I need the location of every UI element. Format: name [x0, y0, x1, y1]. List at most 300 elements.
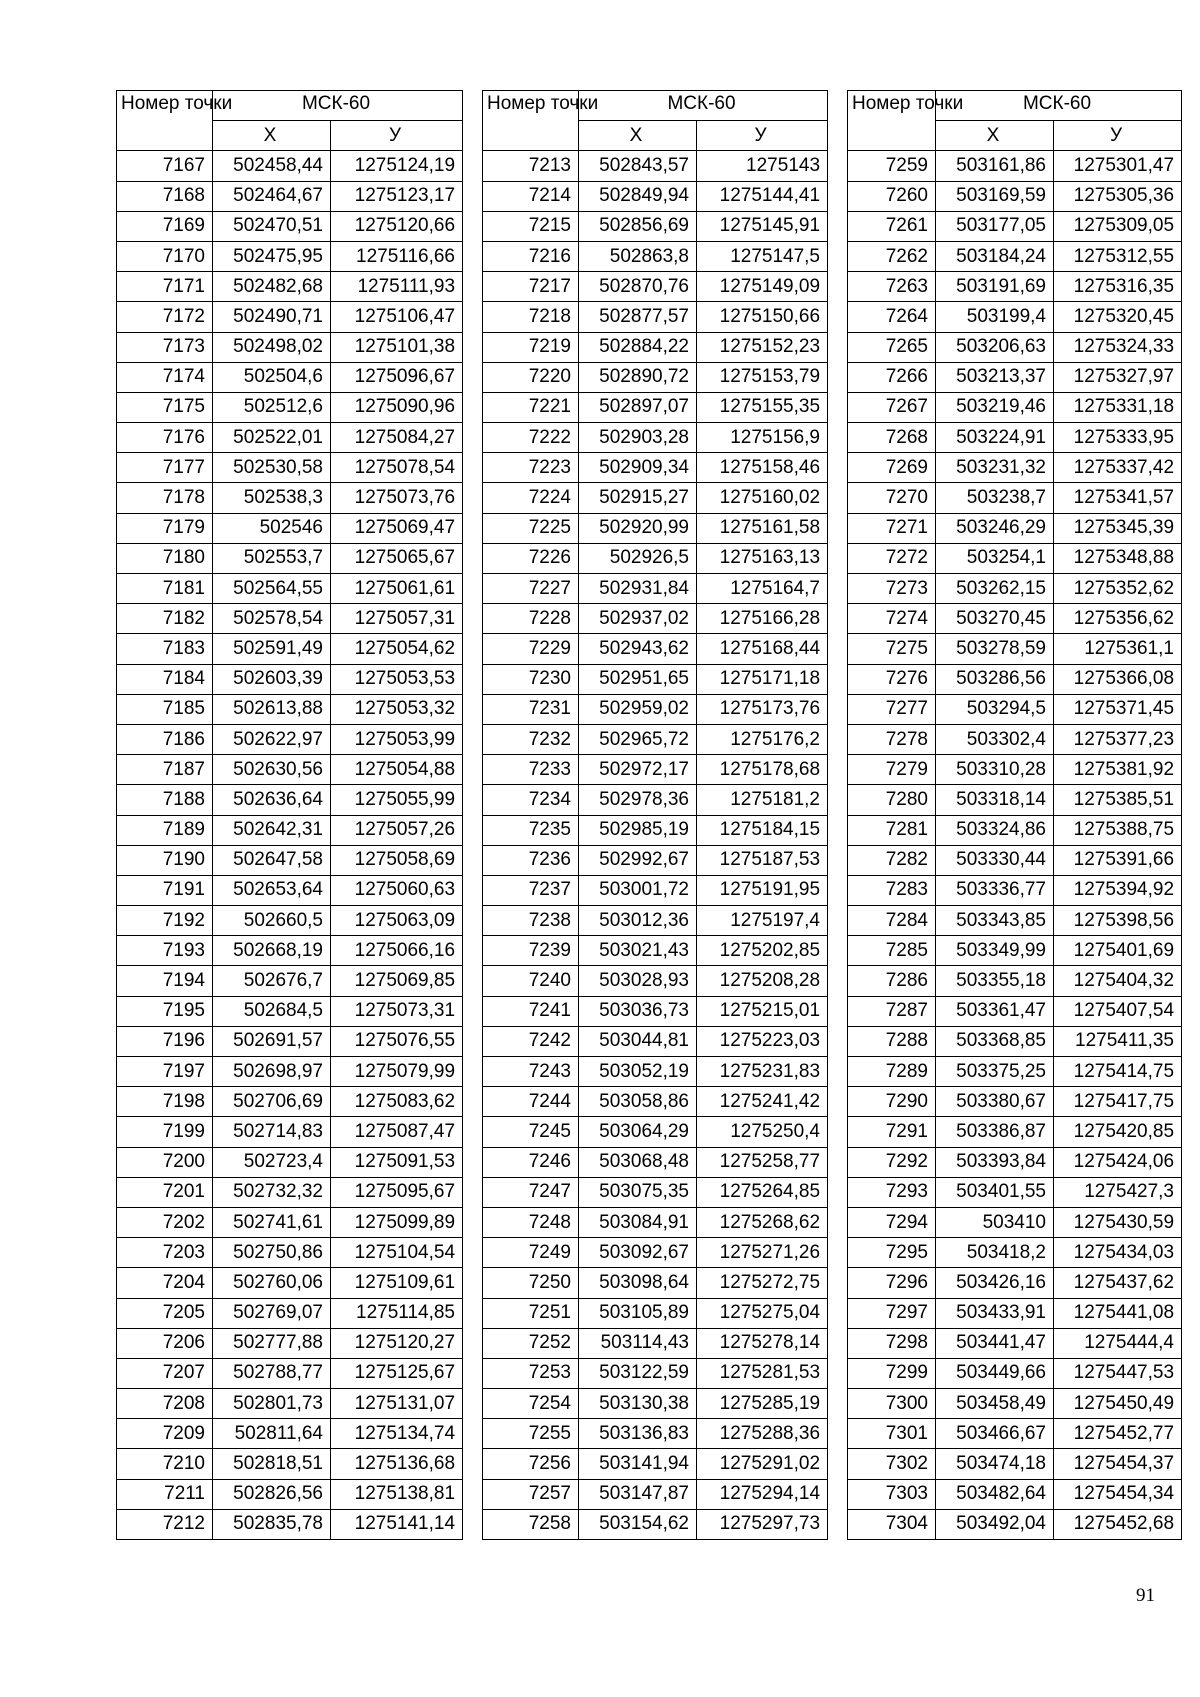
point-number-cell: 7296: [848, 1268, 936, 1298]
x-coordinate-cell: 502826,56: [213, 1479, 331, 1509]
point-number-cell: 7174: [117, 362, 213, 392]
y-coordinate-cell: 1275309,05: [1054, 211, 1182, 241]
table-row: [483, 724, 828, 754]
x-coordinate-cell: 502909,34: [579, 453, 697, 483]
table-row: [483, 211, 828, 241]
x-coordinate-cell: 502750,86: [213, 1238, 331, 1268]
table-row: [848, 453, 1182, 483]
header-x: Х: [213, 121, 331, 151]
y-coordinate-cell: 1275407,54: [1054, 996, 1182, 1026]
y-coordinate-cell: 1275333,95: [1054, 423, 1182, 453]
x-coordinate-cell: 502530,58: [213, 453, 331, 483]
point-number-cell: 7233: [483, 755, 579, 785]
y-coordinate-cell: 1275109,61: [331, 1268, 463, 1298]
y-coordinate-cell: 1275101,38: [331, 332, 463, 362]
y-coordinate-cell: 1275272,75: [697, 1268, 828, 1298]
point-number-cell: 7219: [483, 332, 579, 362]
y-coordinate-cell: 1275285,19: [697, 1389, 828, 1419]
table-row: [483, 966, 828, 996]
x-coordinate-cell: 502777,88: [213, 1328, 331, 1358]
x-coordinate-cell: 502546: [213, 513, 331, 543]
y-coordinate-cell: 1275163,13: [697, 543, 828, 573]
table-row: [848, 423, 1182, 453]
point-number-cell: 7196: [117, 1026, 213, 1056]
y-coordinate-cell: 1275377,23: [1054, 724, 1182, 754]
point-number-cell: 7269: [848, 453, 936, 483]
y-coordinate-cell: 1275160,02: [697, 483, 828, 513]
table-row: [483, 543, 828, 573]
y-coordinate-cell: 1275208,28: [697, 966, 828, 996]
table-row: [483, 1207, 828, 1237]
y-coordinate-cell: 1275417,75: [1054, 1087, 1182, 1117]
table-row: [117, 694, 463, 724]
point-number-cell: 7194: [117, 966, 213, 996]
table-row: [848, 785, 1182, 815]
table-row: [483, 906, 828, 936]
point-number-cell: 7191: [117, 875, 213, 905]
y-coordinate-cell: 1275116,66: [331, 241, 463, 271]
y-coordinate-cell: 1275069,85: [331, 966, 463, 996]
table-row: [117, 1057, 463, 1087]
table-row: [848, 1389, 1182, 1419]
table-row: [117, 1238, 463, 1268]
x-coordinate-cell: 502653,64: [213, 875, 331, 905]
table-row: [483, 604, 828, 634]
point-number-cell: 7223: [483, 453, 579, 483]
y-coordinate-cell: 1275430,59: [1054, 1207, 1182, 1237]
table-row: [848, 1419, 1182, 1449]
x-coordinate-cell: 503302,4: [936, 724, 1054, 754]
point-number-cell: 7202: [117, 1207, 213, 1237]
point-number-cell: 7184: [117, 664, 213, 694]
x-coordinate-cell: 502470,51: [213, 211, 331, 241]
x-coordinate-cell: 502951,65: [579, 664, 697, 694]
y-coordinate-cell: 1275057,31: [331, 604, 463, 634]
y-coordinate-cell: 1275149,09: [697, 272, 828, 302]
x-coordinate-cell: 502741,61: [213, 1207, 331, 1237]
x-coordinate-cell: 503324,86: [936, 815, 1054, 845]
y-coordinate-cell: 1275136,68: [331, 1449, 463, 1479]
x-coordinate-cell: 503044,81: [579, 1026, 697, 1056]
point-number-cell: 7222: [483, 423, 579, 453]
table-row: [848, 181, 1182, 211]
point-number-cell: 7247: [483, 1177, 579, 1207]
point-number-cell: 7266: [848, 362, 936, 392]
table-row: [483, 1509, 828, 1539]
x-coordinate-cell: 503075,35: [579, 1177, 697, 1207]
point-number-cell: 7209: [117, 1419, 213, 1449]
point-number-cell: 7260: [848, 181, 936, 211]
x-coordinate-cell: 503380,67: [936, 1087, 1054, 1117]
point-number-cell: 7287: [848, 996, 936, 1026]
header-y: У: [697, 121, 828, 151]
x-coordinate-cell: 503177,05: [936, 211, 1054, 241]
table-row: [848, 1268, 1182, 1298]
y-coordinate-cell: 1275053,99: [331, 724, 463, 754]
y-coordinate-cell: 1275164,7: [697, 574, 828, 604]
point-number-cell: 7237: [483, 875, 579, 905]
y-coordinate-cell: 1275327,97: [1054, 362, 1182, 392]
y-coordinate-cell: 1275153,79: [697, 362, 828, 392]
point-number-cell: 7227: [483, 574, 579, 604]
point-number-cell: 7302: [848, 1449, 936, 1479]
point-number-cell: 7168: [117, 181, 213, 211]
point-number-cell: 7167: [117, 151, 213, 181]
table-row: [848, 574, 1182, 604]
point-number-cell: 7279: [848, 755, 936, 785]
point-number-cell: 7249: [483, 1238, 579, 1268]
y-coordinate-cell: 1275061,61: [331, 574, 463, 604]
x-coordinate-cell: 502676,7: [213, 966, 331, 996]
x-coordinate-cell: 503336,77: [936, 875, 1054, 905]
point-number-cell: 7273: [848, 574, 936, 604]
table-row: [848, 815, 1182, 845]
table-row: [848, 211, 1182, 241]
point-number-cell: 7254: [483, 1389, 579, 1419]
x-coordinate-cell: 503294,5: [936, 694, 1054, 724]
x-coordinate-cell: 503318,14: [936, 785, 1054, 815]
point-number-cell: 7193: [117, 936, 213, 966]
y-coordinate-cell: 1275197,4: [697, 906, 828, 936]
x-coordinate-cell: 503012,36: [579, 906, 697, 936]
y-coordinate-cell: 1275060,63: [331, 875, 463, 905]
x-coordinate-cell: 503021,43: [579, 936, 697, 966]
x-coordinate-cell: 503130,38: [579, 1389, 697, 1419]
table-row: [117, 664, 463, 694]
x-coordinate-cell: 502870,76: [579, 272, 697, 302]
y-coordinate-cell: 1275352,62: [1054, 574, 1182, 604]
table-row: [117, 423, 463, 453]
y-coordinate-cell: 1275078,54: [331, 453, 463, 483]
point-number-cell: 7171: [117, 272, 213, 302]
y-coordinate-cell: 1275125,67: [331, 1358, 463, 1388]
table-row: [117, 724, 463, 754]
table-row: [117, 966, 463, 996]
table-row: [117, 875, 463, 905]
point-number-cell: 7230: [483, 664, 579, 694]
x-coordinate-cell: 503361,47: [936, 996, 1054, 1026]
table-row: [483, 815, 828, 845]
y-coordinate-cell: 1275084,27: [331, 423, 463, 453]
point-number-cell: 7224: [483, 483, 579, 513]
table-row: [483, 392, 828, 422]
table-row: [848, 1057, 1182, 1087]
point-number-cell: 7280: [848, 785, 936, 815]
x-coordinate-cell: 502668,19: [213, 936, 331, 966]
table-row: [483, 785, 828, 815]
point-number-cell: 7192: [117, 906, 213, 936]
table-row: [117, 1268, 463, 1298]
x-coordinate-cell: 502698,97: [213, 1057, 331, 1087]
y-coordinate-cell: 1275391,66: [1054, 845, 1182, 875]
x-coordinate-cell: 503036,73: [579, 996, 697, 1026]
table-row: [483, 1026, 828, 1056]
x-coordinate-cell: 503161,86: [936, 151, 1054, 181]
point-number-cell: 7235: [483, 815, 579, 845]
x-coordinate-cell: 503286,56: [936, 664, 1054, 694]
x-coordinate-cell: 503449,66: [936, 1358, 1054, 1388]
table-row: [483, 1328, 828, 1358]
y-coordinate-cell: 1275278,14: [697, 1328, 828, 1358]
table-row: [117, 302, 463, 332]
y-coordinate-cell: 1275215,01: [697, 996, 828, 1026]
coordinates-table-2: [482, 90, 828, 1540]
x-coordinate-cell: 502504,6: [213, 362, 331, 392]
table-row: [117, 755, 463, 785]
point-number-cell: 7288: [848, 1026, 936, 1056]
header-x: Х: [936, 121, 1054, 151]
table-row: [483, 1419, 828, 1449]
point-number-cell: 7272: [848, 543, 936, 573]
x-coordinate-cell: 503375,25: [936, 1057, 1054, 1087]
table-row: [117, 211, 463, 241]
table-row: [848, 1207, 1182, 1237]
x-coordinate-cell: 502801,73: [213, 1389, 331, 1419]
point-number-cell: 7177: [117, 453, 213, 483]
point-number-cell: 7281: [848, 815, 936, 845]
y-coordinate-cell: 1275312,55: [1054, 241, 1182, 271]
table-row: [848, 845, 1182, 875]
table-row: [848, 513, 1182, 543]
table-row: [483, 272, 828, 302]
point-number-cell: 7201: [117, 1177, 213, 1207]
point-number-cell: 7170: [117, 241, 213, 271]
table-row: [483, 1358, 828, 1388]
table-row: [117, 1479, 463, 1509]
x-coordinate-cell: 503426,16: [936, 1268, 1054, 1298]
y-coordinate-cell: 1275452,77: [1054, 1419, 1182, 1449]
x-coordinate-cell: 502636,64: [213, 785, 331, 815]
y-coordinate-cell: 1275058,69: [331, 845, 463, 875]
table-row: [117, 1328, 463, 1358]
point-number-cell: 7221: [483, 392, 579, 422]
y-coordinate-cell: 1275401,69: [1054, 936, 1182, 966]
x-coordinate-cell: 502931,84: [579, 574, 697, 604]
table-row: [483, 936, 828, 966]
y-coordinate-cell: 1275147,5: [697, 241, 828, 271]
point-number-cell: 7208: [117, 1389, 213, 1419]
x-coordinate-cell: 502591,49: [213, 634, 331, 664]
y-coordinate-cell: 1275087,47: [331, 1117, 463, 1147]
y-coordinate-cell: 1275202,85: [697, 936, 828, 966]
table-row: [848, 604, 1182, 634]
table-row: [117, 785, 463, 815]
table-row: [117, 513, 463, 543]
point-number-cell: 7231: [483, 694, 579, 724]
y-coordinate-cell: 1275294,14: [697, 1479, 828, 1509]
x-coordinate-cell: 502978,36: [579, 785, 697, 815]
y-coordinate-cell: 1275099,89: [331, 1207, 463, 1237]
x-coordinate-cell: 502714,83: [213, 1117, 331, 1147]
table-row: [848, 1298, 1182, 1328]
y-coordinate-cell: 1275388,75: [1054, 815, 1182, 845]
point-number-cell: 7300: [848, 1389, 936, 1419]
x-coordinate-cell: 503466,67: [936, 1419, 1054, 1449]
table-row: [483, 694, 828, 724]
y-coordinate-cell: 1275152,23: [697, 332, 828, 362]
x-coordinate-cell: 502943,62: [579, 634, 697, 664]
x-coordinate-cell: 503147,87: [579, 1479, 697, 1509]
x-coordinate-cell: 503098,64: [579, 1268, 697, 1298]
y-coordinate-cell: 1275341,57: [1054, 483, 1182, 513]
coordinates-table-3: [847, 90, 1182, 1540]
y-coordinate-cell: 1275156,9: [697, 423, 828, 453]
table-row: [483, 1177, 828, 1207]
point-number-cell: 7182: [117, 604, 213, 634]
y-coordinate-cell: 1275394,92: [1054, 875, 1182, 905]
table-row: [483, 1389, 828, 1419]
point-number-cell: 7239: [483, 936, 579, 966]
x-coordinate-cell: 502512,6: [213, 392, 331, 422]
table-row: [117, 241, 463, 271]
table-row: [483, 1117, 828, 1147]
table-row: [117, 272, 463, 302]
x-coordinate-cell: 503343,85: [936, 906, 1054, 936]
y-coordinate-cell: 1275138,81: [331, 1479, 463, 1509]
y-coordinate-cell: 1275053,53: [331, 664, 463, 694]
x-coordinate-cell: 502769,07: [213, 1298, 331, 1328]
point-number-cell: 7297: [848, 1298, 936, 1328]
point-number-cell: 7187: [117, 755, 213, 785]
x-coordinate-cell: 502920,99: [579, 513, 697, 543]
table-row: [483, 634, 828, 664]
table-row: [117, 845, 463, 875]
y-coordinate-cell: 1275381,92: [1054, 755, 1182, 785]
table-row: [848, 1238, 1182, 1268]
table-row: [848, 1117, 1182, 1147]
table-row: [483, 1268, 828, 1298]
table-row: [483, 1449, 828, 1479]
x-coordinate-cell: 502843,57: [579, 151, 697, 181]
point-number-cell: 7186: [117, 724, 213, 754]
y-coordinate-cell: 1275161,58: [697, 513, 828, 543]
table-row: [483, 755, 828, 785]
point-number-cell: 7245: [483, 1117, 579, 1147]
table-row: [848, 936, 1182, 966]
x-coordinate-cell: 503213,37: [936, 362, 1054, 392]
x-coordinate-cell: 502482,68: [213, 272, 331, 302]
point-number-cell: 7183: [117, 634, 213, 664]
table-body: [117, 151, 463, 1540]
y-coordinate-cell: 1275144,41: [697, 181, 828, 211]
x-coordinate-cell: 502811,64: [213, 1419, 331, 1449]
point-number-cell: 7216: [483, 241, 579, 271]
table-row: [848, 483, 1182, 513]
y-coordinate-cell: 1275054,88: [331, 755, 463, 785]
x-coordinate-cell: 502877,57: [579, 302, 697, 332]
y-coordinate-cell: 1275145,91: [697, 211, 828, 241]
x-coordinate-cell: 502835,78: [213, 1509, 331, 1539]
y-coordinate-cell: 1275385,51: [1054, 785, 1182, 815]
header-point-number: Номер точки: [117, 91, 213, 151]
point-number-cell: 7207: [117, 1358, 213, 1388]
point-number-cell: 7295: [848, 1238, 936, 1268]
header-coordinate-system: МСК-60: [579, 91, 828, 121]
point-number-cell: 7261: [848, 211, 936, 241]
table-row: [117, 1509, 463, 1539]
point-number-cell: 7256: [483, 1449, 579, 1479]
x-coordinate-cell: 502475,95: [213, 241, 331, 271]
point-number-cell: 7211: [117, 1479, 213, 1509]
x-coordinate-cell: 502630,56: [213, 755, 331, 785]
table-row: [848, 724, 1182, 754]
point-number-cell: 7195: [117, 996, 213, 1026]
y-coordinate-cell: 1275271,26: [697, 1238, 828, 1268]
table-row: [117, 332, 463, 362]
point-number-cell: 7176: [117, 423, 213, 453]
x-coordinate-cell: 502642,31: [213, 815, 331, 845]
point-number-cell: 7264: [848, 302, 936, 332]
table-row: [483, 362, 828, 392]
table-row: [848, 875, 1182, 905]
y-coordinate-cell: 1275366,08: [1054, 664, 1182, 694]
y-coordinate-cell: 1275143: [697, 151, 828, 181]
x-coordinate-cell: 503270,45: [936, 604, 1054, 634]
point-number-cell: 7293: [848, 1177, 936, 1207]
x-coordinate-cell: 503122,59: [579, 1358, 697, 1388]
table-row: [483, 513, 828, 543]
y-coordinate-cell: 1275053,32: [331, 694, 463, 724]
table-row: [848, 1177, 1182, 1207]
y-coordinate-cell: 1275114,85: [331, 1298, 463, 1328]
y-coordinate-cell: 1275454,34: [1054, 1479, 1182, 1509]
y-coordinate-cell: 1275076,55: [331, 1026, 463, 1056]
point-number-cell: 7248: [483, 1207, 579, 1237]
y-coordinate-cell: 1275171,18: [697, 664, 828, 694]
x-coordinate-cell: 503001,72: [579, 875, 697, 905]
point-number-cell: 7220: [483, 362, 579, 392]
x-coordinate-cell: 503441,47: [936, 1328, 1054, 1358]
table-row: [848, 1026, 1182, 1056]
x-coordinate-cell: 503418,2: [936, 1238, 1054, 1268]
x-coordinate-cell: 503064,29: [579, 1117, 697, 1147]
point-number-cell: 7290: [848, 1087, 936, 1117]
x-coordinate-cell: 503262,15: [936, 574, 1054, 604]
x-coordinate-cell: 502926,5: [579, 543, 697, 573]
point-number-cell: 7172: [117, 302, 213, 332]
table-body: [848, 151, 1182, 1540]
table-row: [483, 302, 828, 332]
table-row: [117, 996, 463, 1026]
point-number-cell: 7229: [483, 634, 579, 664]
point-number-cell: 7291: [848, 1117, 936, 1147]
y-coordinate-cell: 1275281,53: [697, 1358, 828, 1388]
table-body: [483, 151, 828, 1540]
y-coordinate-cell: 1275158,46: [697, 453, 828, 483]
point-number-cell: 7188: [117, 785, 213, 815]
y-coordinate-cell: 1275275,04: [697, 1298, 828, 1328]
table-row: [483, 1238, 828, 1268]
y-coordinate-cell: 1275155,35: [697, 392, 828, 422]
table-row: [848, 1358, 1182, 1388]
point-number-cell: 7198: [117, 1087, 213, 1117]
point-number-cell: 7185: [117, 694, 213, 724]
table-row: [483, 1298, 828, 1328]
y-coordinate-cell: 1275191,95: [697, 875, 828, 905]
point-number-cell: 7173: [117, 332, 213, 362]
x-coordinate-cell: 503474,18: [936, 1449, 1054, 1479]
y-coordinate-cell: 1275411,35: [1054, 1026, 1182, 1056]
table-row: [483, 664, 828, 694]
table-row: [483, 875, 828, 905]
table-row: [117, 1389, 463, 1419]
table-row: [848, 1328, 1182, 1358]
point-number-cell: 7226: [483, 543, 579, 573]
point-number-cell: 7214: [483, 181, 579, 211]
table-row: [848, 966, 1182, 996]
table-row: [483, 996, 828, 1026]
point-number-cell: 7292: [848, 1147, 936, 1177]
